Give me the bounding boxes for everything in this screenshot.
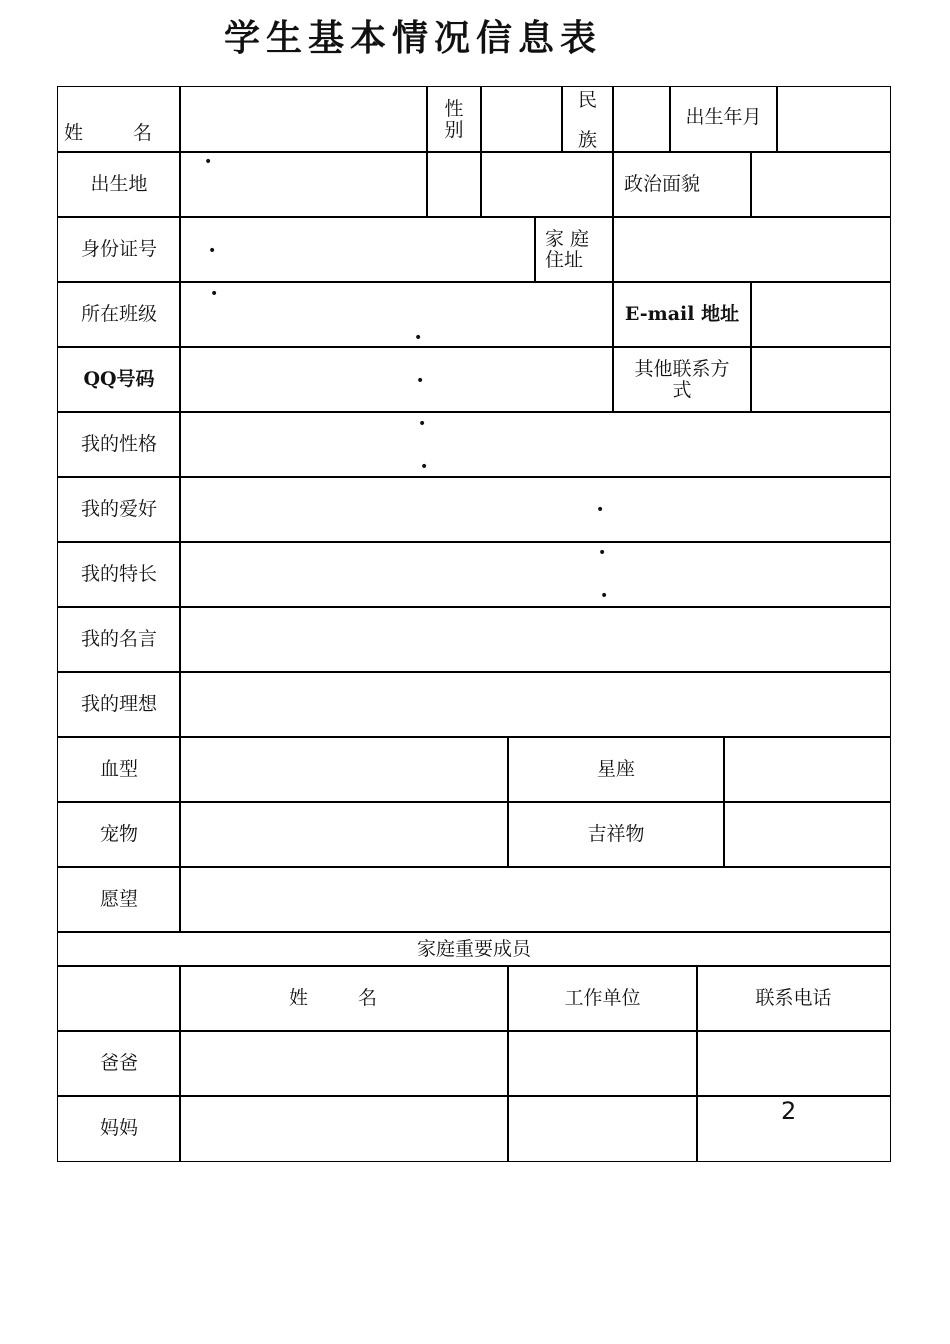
stray-dot: • (416, 373, 425, 389)
page-number: 2 (781, 1097, 797, 1125)
label-mascot: 吉祥物 (507, 801, 725, 868)
label-other-contact: 其他联系方式 (612, 346, 752, 413)
family-col-phone: 联系电话 (696, 965, 891, 1032)
label-birth-date: 出生年月 (669, 86, 778, 153)
label-blood-type: 血型 (57, 736, 181, 803)
field-id-number[interactable] (179, 216, 536, 283)
label-constellation: 星座 (507, 736, 725, 803)
field-ethnicity[interactable] (612, 86, 671, 153)
field-personality[interactable] (179, 411, 891, 478)
field-constellation[interactable] (723, 736, 891, 803)
field-class[interactable] (179, 281, 614, 348)
stray-dot: • (420, 459, 429, 475)
field-motto[interactable] (179, 606, 891, 673)
stray-dot: • (596, 502, 605, 518)
label-qq: QQ号码 (57, 346, 181, 413)
label-class: 所在班级 (57, 281, 181, 348)
field-pet[interactable] (179, 801, 509, 868)
field-blank-b[interactable] (480, 151, 614, 218)
label-ideal: 我的理想 (57, 671, 181, 738)
stray-dot: • (598, 545, 607, 561)
field-qq[interactable] (179, 346, 614, 413)
label-ethnicity: 民族 (561, 86, 614, 153)
label-wish: 愿望 (57, 866, 181, 933)
label-political-status: 政治面貌 (612, 151, 752, 218)
stray-dot: • (208, 243, 217, 259)
label-home-address: 家 庭 住址 (534, 216, 614, 283)
field-birthplace[interactable] (179, 151, 428, 218)
field-specialty[interactable] (179, 541, 891, 608)
label-hobby: 我的爱好 (57, 476, 181, 543)
family-col-name: 姓 名 (179, 965, 509, 1032)
stray-dot: • (418, 416, 427, 432)
label-specialty: 我的特长 (57, 541, 181, 608)
field-wish[interactable] (179, 866, 891, 933)
field-birth-date[interactable] (776, 86, 891, 153)
stray-dot: • (414, 330, 423, 346)
page-title: 学生基本情况信息表 (223, 18, 602, 59)
field-father-name[interactable] (179, 1030, 509, 1097)
label-email: E-mail 地址 (612, 281, 752, 348)
field-political-status[interactable] (750, 151, 891, 218)
label-personality: 我的性格 (57, 411, 181, 478)
stray-dot: • (600, 588, 609, 604)
field-other-contact[interactable] (750, 346, 891, 413)
stray-dot: • (204, 154, 213, 170)
field-mother-name[interactable] (179, 1095, 509, 1162)
field-father-work[interactable] (507, 1030, 698, 1097)
field-father-phone[interactable] (696, 1030, 891, 1097)
field-name[interactable] (179, 86, 428, 153)
field-blood-type[interactable] (179, 736, 509, 803)
label-gender: 性别 (426, 86, 482, 153)
field-mother-work[interactable] (507, 1095, 698, 1162)
label-id-number: 身份证号 (57, 216, 181, 283)
family-section-title: 家庭重要成员 (57, 931, 891, 967)
field-home-address[interactable] (612, 216, 891, 283)
family-col-work: 工作单位 (507, 965, 698, 1032)
field-hobby[interactable] (179, 476, 891, 543)
family-row-mother: 妈妈 (57, 1095, 181, 1162)
field-ideal[interactable] (179, 671, 891, 738)
family-header-blank (57, 965, 181, 1032)
label-birthplace: 出生地 (57, 151, 181, 218)
field-mascot[interactable] (723, 801, 891, 868)
stray-dot: • (210, 286, 219, 302)
label-pet: 宠物 (57, 801, 181, 868)
field-gender[interactable] (480, 86, 563, 153)
field-blank-a[interactable] (426, 151, 482, 218)
field-email[interactable] (750, 281, 891, 348)
label-name: 姓 名 (57, 86, 181, 153)
family-row-father: 爸爸 (57, 1030, 181, 1097)
label-motto: 我的名言 (57, 606, 181, 673)
